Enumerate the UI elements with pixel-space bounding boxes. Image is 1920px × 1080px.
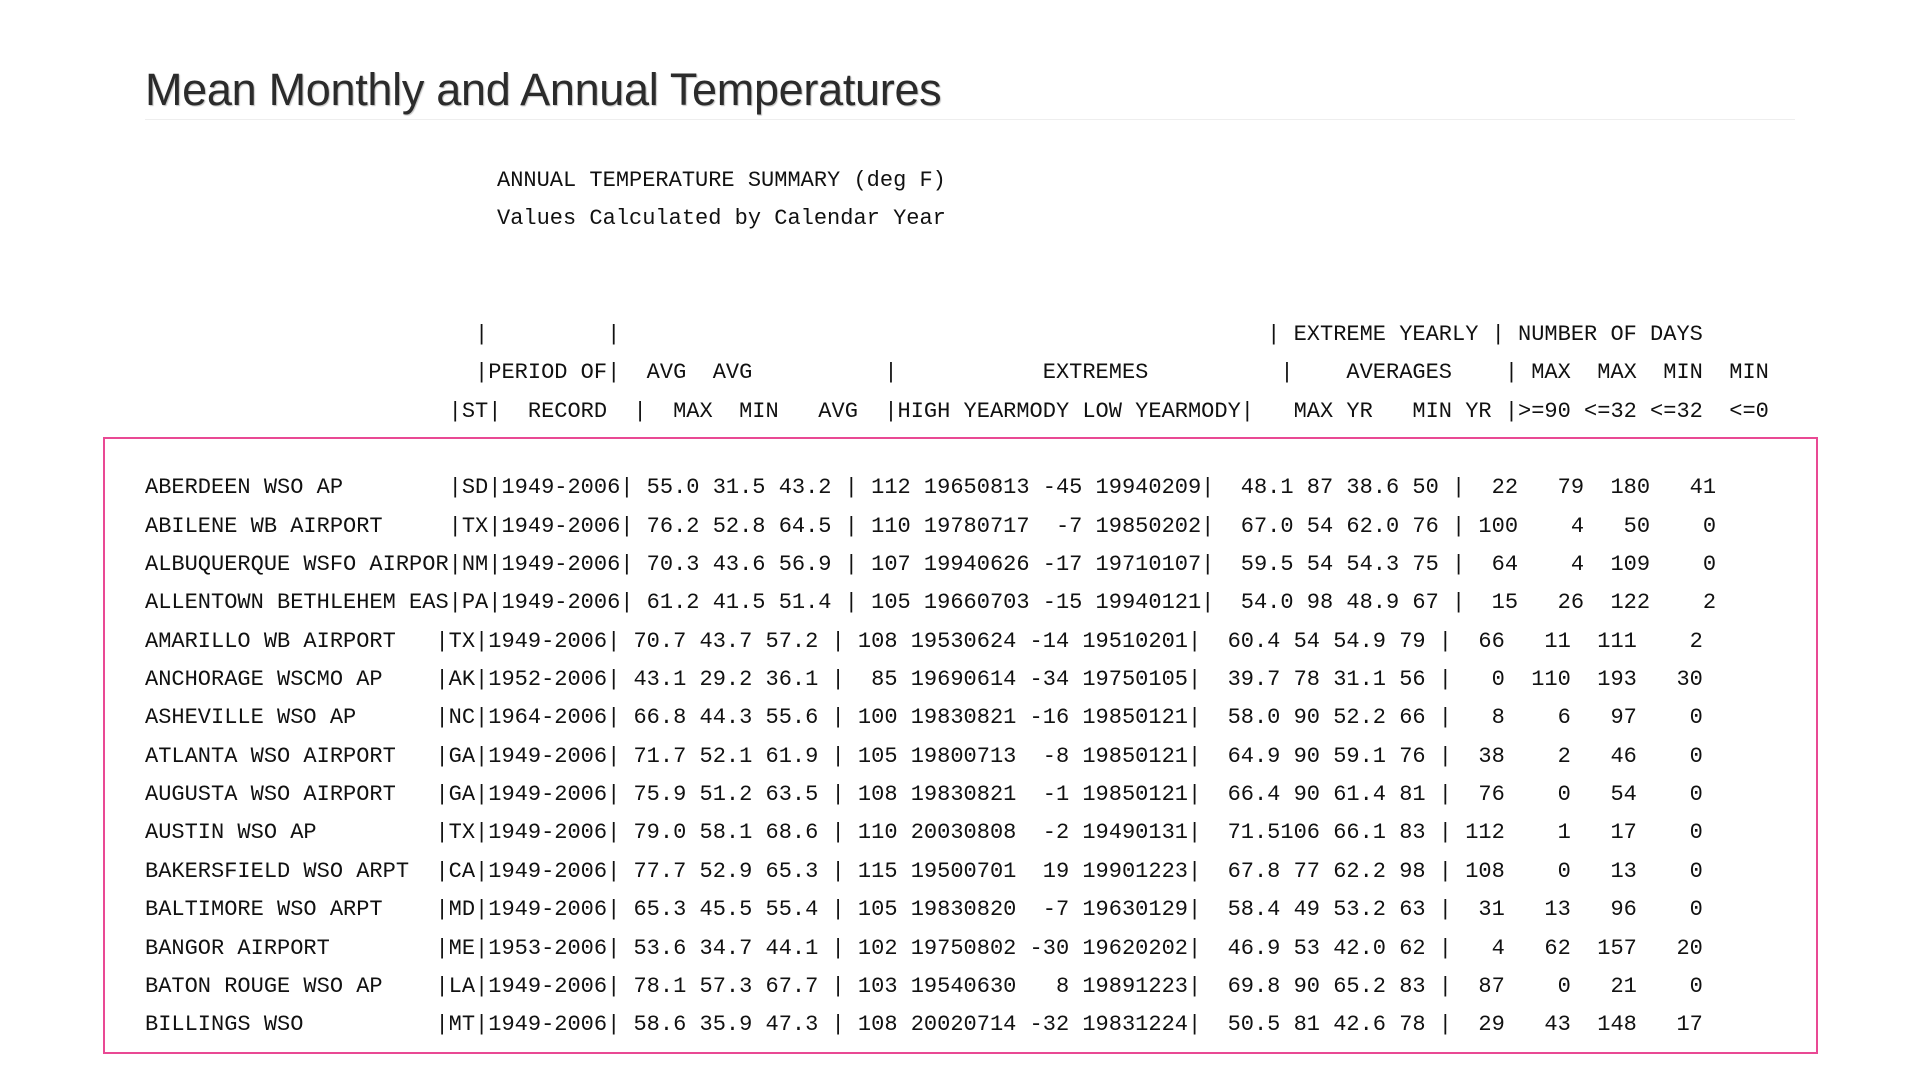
table-row: ASHEVILLE WSO AP |NC|1964-2006| 66.8 44.3 55.6 | 100 19830821 -16 19850121| 58.0 90 52.2 66 | 8 6 97 0: [145, 705, 1703, 731]
table-row: AUSTIN WSO AP |TX|1949-2006| 79.0 58.1 68.6 | 110 20030808 -2 19490131| 71.5106 66.1 83 | 112 1 17 0: [145, 820, 1703, 846]
table-row: ALLENTOWN BETHLEHEM EAS|PA|1949-2006| 61.2 41.5 51.4 | 105 19660703 -15 19940121| 54.0 98 48.9 67 | 15 26 122 2: [145, 590, 1717, 616]
header-line: |PERIOD OF| AVG AVG | EXTREMES | AVERAGES | MAX MAX MIN MIN: [145, 360, 1769, 386]
title-divider: [145, 119, 1795, 120]
table-row: BATON ROUGE WSO AP |LA|1949-2006| 78.1 57.3 67.7 | 103 19540630 8 19891223| 69.8 90 65.2 83 | 87 0 21 0: [145, 973, 1703, 999]
table-row: ALBUQUERQUE WSFO AIRPOR|NM|1949-2006| 70.3 43.6 56.9 | 107 19940626 -17 19710107| 59.5 54 54.3 75 | 64 4 109 0: [145, 552, 1717, 578]
table-spacer: [145, 431, 1769, 469]
table-row: BILLINGS WSO |MT|1949-2006| 58.6 35.9 47.3 | 108 20020714 -32 19831224| 50.5 81 42.6 78 | 29 43 148 17: [145, 1012, 1703, 1038]
table-row: AMARILLO WB AIRPORT |TX|1949-2006| 70.7 43.7 57.2 | 108 19530624 -14 19510201| 60.4 54 54.9 79 | 66 11 111 2: [145, 628, 1703, 654]
header-line: | | | EXTREME YEARLY | NUMBER OF DAYS: [145, 322, 1703, 347]
table-row: ABERDEEN WSO AP |SD|1949-2006| 55.0 31.5 43.2 | 112 19650813 -45 19940209| 48.1 87 38.6 50 | 22 79 180 41: [145, 475, 1717, 501]
table-row: ABILENE WB AIRPORT |TX|1949-2006| 76.2 52.8 64.5 | 110 19780717 -7 19850202| 67.0 54 62.0 76 | 100 4 50 0: [145, 513, 1717, 539]
table-row: ANCHORAGE WSCMO AP |AK|1952-2006| 43.1 29.2 36.1 | 85 19690614 -34 19750105| 39.7 78 31.1 56 | 0 110 193 30: [145, 667, 1703, 693]
table-row: AUGUSTA WSO AIRPORT |GA|1949-2006| 75.9 51.2 63.5 | 108 19830821 -1 19850121| 66.4 90 61.4 81 | 76 0 54 0: [145, 782, 1703, 808]
table-row: BAKERSFIELD WSO ARPT |CA|1949-2006| 77.7 52.9 65.3 | 115 19500701 19 19901223| 67.8 77 62.2 98 | 108 0 13 0: [145, 858, 1703, 884]
table-row: BALTIMORE WSO ARPT |MD|1949-2006| 65.3 45.5 55.4 | 105 19830820 -7 19630129| 58.4 49 53.2 63 | 31 13 96 0: [145, 897, 1703, 923]
table-row: ATLANTA WSO AIRPORT |GA|1949-2006| 71.7 52.1 61.9 | 105 19800713 -8 19850121| 64.9 90 59.1 76 | 38 2 46 0: [145, 743, 1703, 769]
table-row: BANGOR AIRPORT |ME|1953-2006| 53.6 34.7 44.1 | 102 19750802 -30 19620202| 46.9 53 42.0 62 | 4 62 157 20: [145, 935, 1703, 961]
summary-title: ANNUAL TEMPERATURE SUMMARY (deg F): [497, 168, 946, 193]
page-title: Mean Monthly and Annual Temperatures: [145, 64, 942, 115]
header-line: |ST| RECORD | MAX MIN AVG |HIGH YEARMODY LOW YEARMODY| MAX YR MIN YR |>=90 <=32 <=32 <=0: [145, 398, 1769, 424]
summary-subtitle: Values Calculated by Calendar Year: [497, 206, 946, 231]
temperature-summary-table: [145, 316, 1769, 1045]
